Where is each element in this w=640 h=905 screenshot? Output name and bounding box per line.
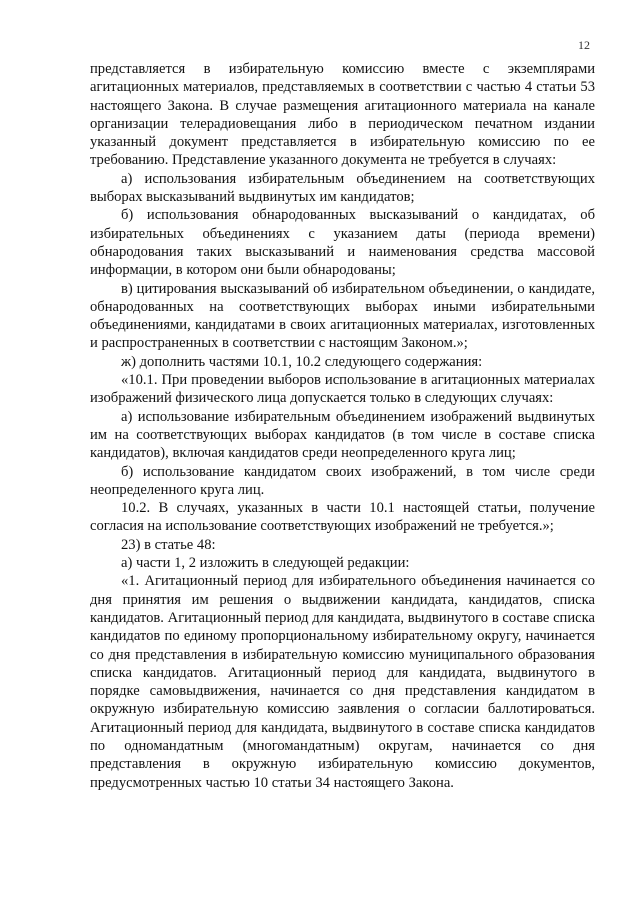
paragraph: 10.2. В случаях, указанных в части 10.1 настоящей статьи, получение согласия на использование соответствующих изображений не требуется.»;: [90, 500, 595, 535]
paragraph: а) использования избирательным объединением на соответствующих выборах высказываний выдвинутых им кандидатов;: [90, 170, 595, 206]
paragraph: представляется в избирательную комиссию вместе с экземплярами агитационных материалов, представляемых в соответствии с частью 4 статьи 53 настоящего Закона. В случае размещения агитационного материала на канале организации телерадиовещания либо в периодическом печатном издании указанный документ представляется в избирательную комиссию по ее требованию. Представление указанного документа не требуется в случаях:: [90, 61, 595, 169]
paragraph: а) использование избирательным объединением изображений выдвинутых им на соответствующих выборах кандидатов (в том числе в составе списка кандидатов), включая кандидатов среди неопределенного круга лиц;: [90, 408, 595, 462]
paragraph: «10.1. При проведении выборов использование в агитационных материалах изображений физического лица допускается только в следующих случаях:: [90, 372, 595, 407]
paragraph: 23) в статье 48:: [121, 536, 216, 553]
document-body: [90, 60, 595, 792]
paragraph: б) использование кандидатом своих изображений, в том числе среди неопределенного круга лиц.: [90, 463, 595, 498]
paragraph: ж) дополнить частями 10.1, 10.2 следующего содержания:: [121, 353, 483, 370]
page-number: 12: [578, 38, 590, 52]
paragraph: а) части 1, 2 изложить в следующей редакции:: [121, 555, 410, 572]
paragraph: «1. Агитационный период для избирательного объединения начинается со дня принятия им решения о выдвижении кандидата, кандидатов, списка кандидатов. Агитационный период для кандидата, выдвинутого в составе списка кандидатов по единому пропорциональному избирательному округу, начинается со дня представления в избирательную комиссию муниципального образования списка кандидатов. Агитационный период для кандидата, выдвинутого в порядке самовыдвижения, начинается со дня представления кандидатом в окружную избирательную комиссию заявления о согласии баллотироваться. Агитационный период для кандидата, выдвинутого в составе списка кандидатов по одномандатным (многомандатным) округам, начинается со дня представления в окружную избирательную комиссию документов, предусмотренных частью 10 статьи 34 настоящего Закона.: [90, 573, 595, 791]
paragraph: б) использования обнародованных высказываний о кандидатах, об избирательных объединениях с указанием даты (периода времени) обнародования таких высказываний и наименования средства массовой информации, в котором они были обнародованы;: [90, 207, 595, 279]
paragraph: в) цитирования высказываний об избирательном объединении, о кандидате, обнародованных на соответствующих выборах иными избирательными объединениями, кандидатами в своих агитационных материалах, изготовленных и распространенных в соответствии с настоящим Законом.»;: [90, 280, 595, 352]
